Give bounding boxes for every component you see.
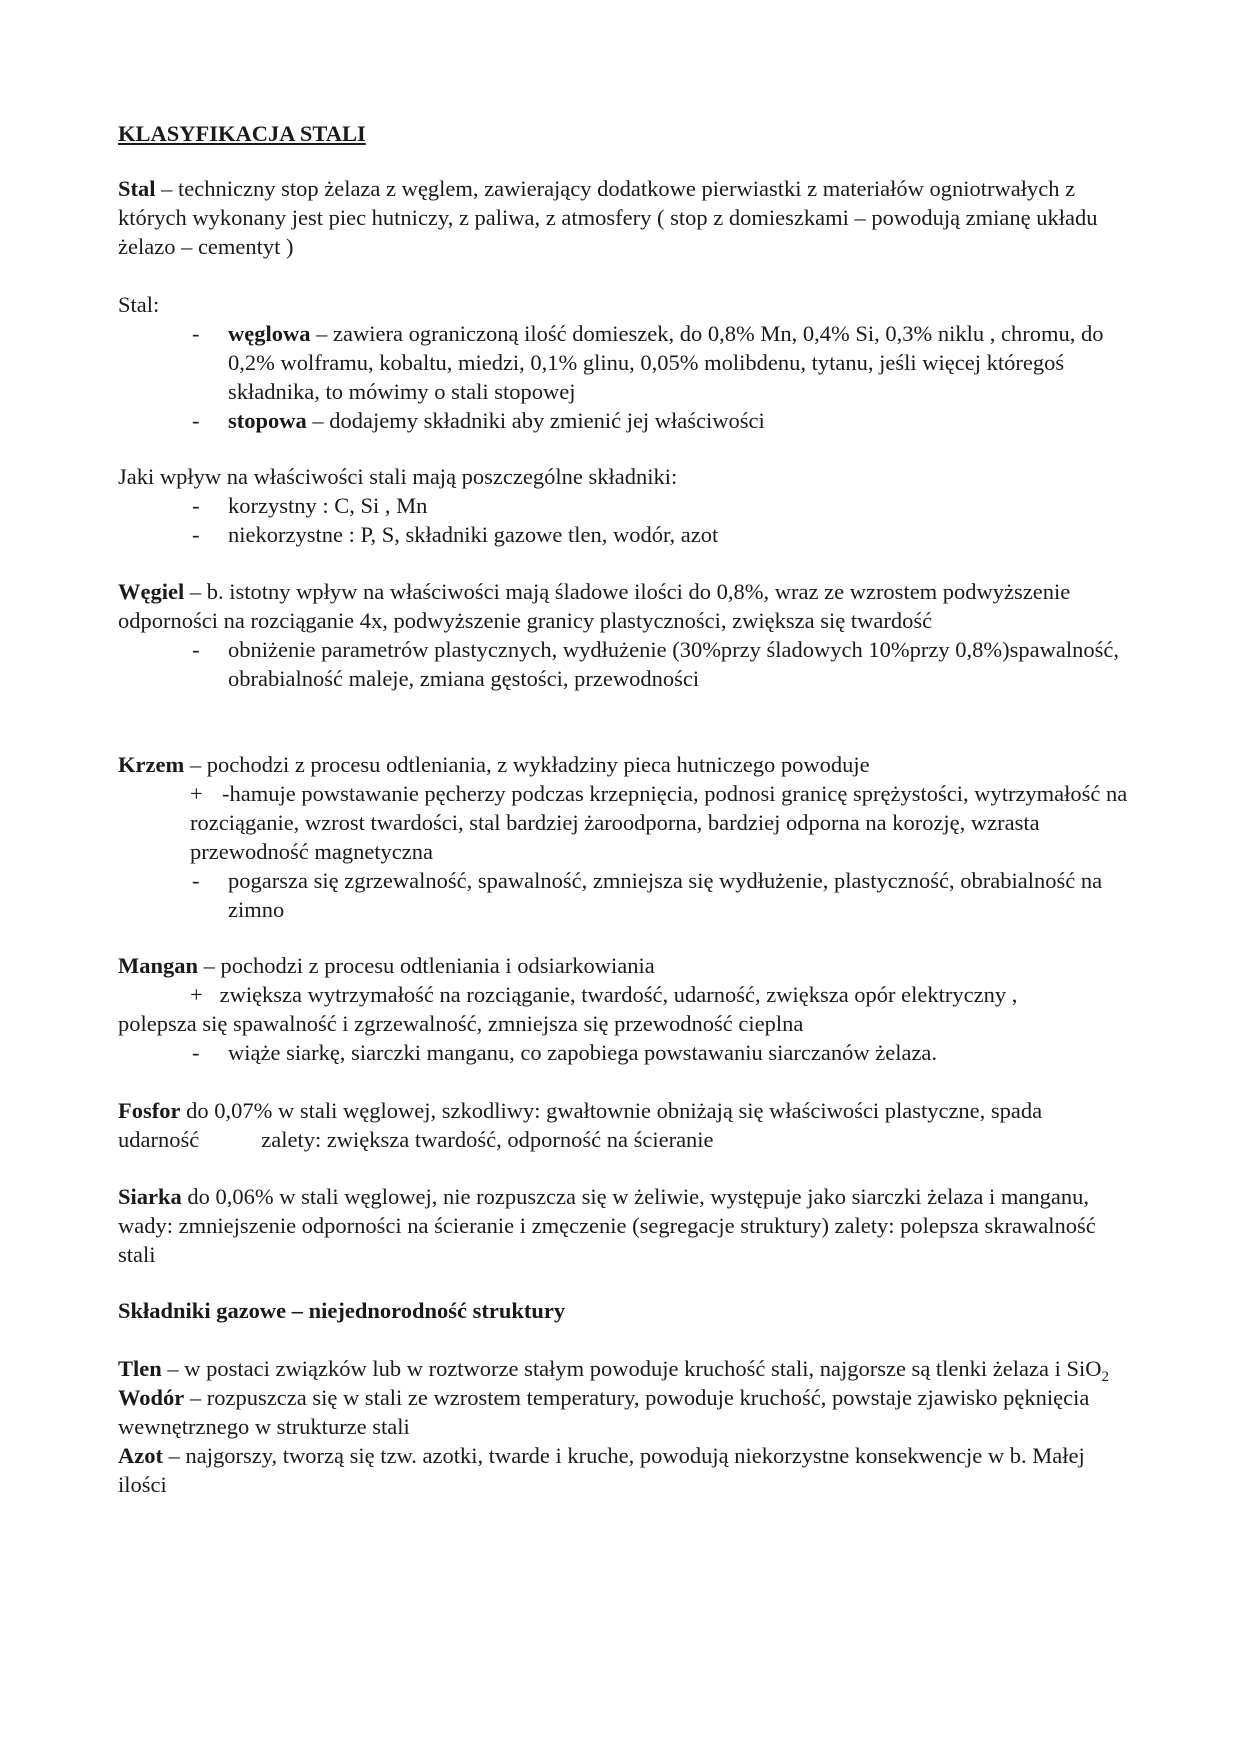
list-item [118,980,1128,1009]
influence-heading: Jaki wpływ na właściwości stali mają poszczególne składniki: [118,464,678,489]
wegiel-minus: obniżenie parametrów plastycznych, wydłużenie (30%przy śladowych 10%przy 0,8%)spawalność, obrabialność maleje, zmiana gęstości, przewodności [228,637,1119,691]
plus-marker: + [190,982,203,1007]
mangan-plus-first: zwiększa wytrzymałość na rozciąganie, twardość, udarność, zwiększa opór elektryczny , [219,982,1018,1007]
mangan-text: – pochodzi z procesu odtleniania i odsiarkowiania [198,953,655,978]
list-item [118,520,1128,549]
fosfor-section [118,1096,1128,1154]
krzem-section [118,750,1128,924]
siarka-text: do 0,06% w stali węglowej, nie rozpuszcza się w żeliwie, występuje jako siarczki żelaza i manganu, wady: zmniejszenie odporności na ścieranie i zmęczenie (segregacje struktury) zalety: polepsza skrawalność stali [118,1184,1096,1267]
list-item [118,319,1128,406]
dash-marker: - [192,637,200,662]
term-tlen: Tlen [118,1356,162,1381]
stal-types-heading: Stal: [118,292,160,317]
stopowa-text: – dodajemy składniki aby zmienić jej właściwości [306,408,765,433]
mangan-plus-rest: polepsza się spawalność i zgrzewalność, zmniejsza się przewodność cieplna [118,1011,804,1036]
plus-marker: + [190,781,203,806]
term-weglowa: węglowa [228,321,311,346]
term-azot: Azot [118,1443,163,1468]
mangan-minus: wiąże siarkę, siarczki manganu, co zapobiega powstawaniu siarczanów żelaza. [228,1040,938,1065]
wodor-paragraph [118,1383,1128,1441]
dash-marker: - [192,868,200,893]
term-wodor: Wodór [118,1385,185,1410]
document-title: KLASYFIKACJA STALI [118,121,366,146]
term-wegiel: Węgiel [118,579,185,604]
list-item [118,866,1128,924]
dash-marker: - [192,493,200,518]
krzem-plus: -hamuje powstawanie pęcherzy podczas krzepnięcia, podnosi granicę sprężystości, wytrzymałość na rozciąganie, wzrost twardości, stal bardziej żaroodporna, bardziej odporna na korozję, wzrasta przewodność magnetyczna [190,781,1128,864]
krzem-minus: pogarsza się zgrzewalność, spawalność, zmniejsza się wydłużenie, plastyczność, obrabialność na zimno [228,868,1103,922]
influence-section [118,462,1128,549]
dash-marker: - [192,1040,200,1065]
siarka-section [118,1182,1128,1269]
mangan-paragraph [118,951,1128,980]
fosfor-text: do 0,07% w stali węglowej, szkodliwy: gwałtownie obniżają się właściwości plastyczne, spada udarność [118,1098,1043,1152]
dash-marker: - [192,321,200,346]
term-mangan: Mangan [118,953,199,978]
stal-types [118,290,1128,435]
list-item [118,1038,1128,1067]
dash-marker: - [192,522,200,547]
stal-definition-text: – techniczny stop żelaza z węglem, zawierający dodatkowe pierwiastki z materiałów ogniotrwałych z których wykonany jest piec hutniczy, z paliwa, z atmosfery ( stop z domieszkami – powodują zmianę układu żelazo – cementyt ) [118,176,1098,259]
wegiel-paragraph [118,577,1128,635]
gazowe-heading [118,1296,1128,1325]
weglowa-text: – zawiera ograniczoną ilość domieszek, do 0,8% Mn, 0,4% Si, 0,3% niklu , chromu, do 0,2% wolframu, kobaltu, miedzi, 0,1% glinu, 0,05% molibdenu, tytanu, jeśli więcej któregoś składnika, to mówimy o stali stopowej [228,321,1104,404]
tlen-text: – w postaci związków lub w roztworze stałym powoduje kruchość stali, najgorsze są tlenki żelaza i SiO [161,1356,1102,1381]
influence-positive: korzystny : C, Si , Mn [228,493,428,518]
term-siarka: Siarka [118,1184,182,1209]
section-heading: Składniki gazowe – niejednorodność struktury [118,1298,566,1323]
list-item [118,779,1128,866]
influence-negative: niekorzystne : P, S, składniki gazowe tlen, wodór, azot [228,522,719,547]
subscript: 2 [1101,1369,1109,1385]
mangan-section [118,951,1128,1067]
list-item [118,406,1128,435]
fosfor-zalety: zalety: zwiększa twardość, odporność na ścieranie [261,1127,714,1152]
term-krzem: Krzem [118,752,185,777]
azot-text: – najgorszy, tworzą się tzw. azotki, twarde i kruche, powodują niekorzystne konsekwencje w b. Małej ilości [118,1443,1085,1497]
wegiel-text: – b. istotny wpływ na właściwości mają śladowe ilości do 0,8%, wraz ze wzrostem podwyższenie odporności na rozciąganie 4x, podwyższenie granicy plastyczności, zwiększa się twardość [118,579,1071,633]
term-fosfor: Fosfor [118,1098,181,1123]
wodor-text: – rozpuszcza się w stali ze wzrostem temperatury, powoduje kruchość, powstaje zjawisko pęknięcia wewnętrznego w strukturze stali [118,1385,1090,1439]
stal-definition [118,174,1128,261]
term-stal: Stal [118,176,156,201]
wegiel-section [118,577,1128,693]
list-item [118,635,1128,693]
term-stopowa: stopowa [228,408,307,433]
krzem-paragraph [118,750,1128,779]
krzem-text: – pochodzi z procesu odtleniania, z wykładziny pieca hutniczego powoduje [184,752,870,777]
dash-marker: - [192,408,200,433]
list-item [118,491,1128,520]
tlen-paragraph [118,1354,1128,1383]
azot-paragraph [118,1441,1128,1499]
gases-section [118,1354,1128,1499]
